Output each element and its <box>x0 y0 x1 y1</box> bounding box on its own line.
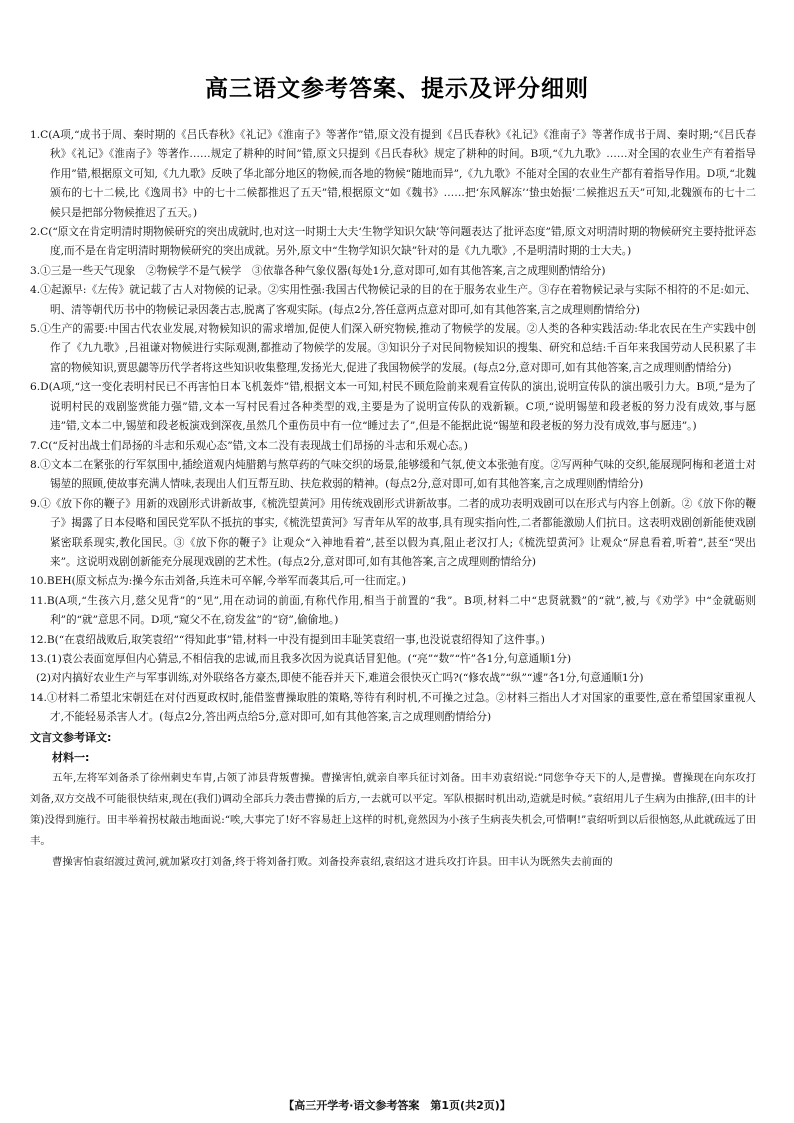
answer-item <box>30 631 756 650</box>
answer-item <box>30 669 756 688</box>
answer-item <box>30 650 756 669</box>
answer-number: 13. <box>30 652 47 665</box>
answer-number: 1. <box>30 129 41 141</box>
answer-item <box>30 456 756 495</box>
translation-paragraph: 五年,左将军刘备杀了徐州刺史车胄,占领了沛县背叛曹操。曹操害怕,就亲自率兵征讨刘备。田丰劝袁绍说:“同您争夺天下的人,是曹操。曹操现在向东攻打刘备,双方交战不可能很快结束,现在(我们)调动全部兵力袭击曹操的后方,一去就可以平定。军队根据时机出动,造就是时候。”袁绍用儿子生病为由推辞,(田丰的计策)没得到施行。田丰举着拐杖敲击地面说:“唉,大事完了!好不容易赶上这样的时机,竟然因为小孩子生病丧失机会,可惜啊!”袁绍听到以后很恼怒,从此就疏远了田丰。 <box>30 771 756 847</box>
answer-text: C(A项,“成书于周、秦时期的《吕氏春秋》《礼记》《淮南子》等著作”错,原文没有提到《吕氏春秋》《礼记》《淮南子》等著作成书于周、秦时期;“《吕氏春秋》《礼记》《淮南子》等著作……规定了耕种的时间”错,原文只提到《吕氏春秋》规定了耕种的时间。B项,“《九九歌》……对全国的农业生产有着指导作用”错,根据原文可知,《九九歌》反映了华北部分地区的物候,而各地的物候“随地而异”,《九九歌》不能对全国的农业生产都有着指导作用。D项,“北魏颁布的七十二候,比《逸周书》中的七十二候都推迟了五天”错,根据原文“如《魏书》……把‘东风解冻’‘蛰虫始振’二候推迟五天”可知,北魏颁布的七十二候只是把部分物候推迟了五天。) <box>40 129 756 219</box>
translation-body <box>30 768 756 873</box>
answer-item <box>30 592 756 631</box>
answer-text: C(“反衬出战士们昂扬的斗志和乐观心态”错,文本二没有表现战士们昂扬的斗志和乐观心态。) <box>40 439 468 452</box>
answer-number: 10. <box>30 575 47 588</box>
answer-text: B(“在袁绍战败后,取笑袁绍”“得知此事”错,材料一中没有提到田丰耻笑袁绍一事,也没说袁绍得知了这件事。) <box>46 633 545 646</box>
answer-number: 7. <box>30 439 41 452</box>
answer-text: C(“原文在肯定明清时期物候研究的突出成就时,也对这一时期士大夫‘生物学知识欠缺’等问题表达了批评态度”错,原文对明清时期的物候研究主要持批评态度,而不是在肯定明清时期物候研究的突出成就。另外,原文中“生物学知识欠缺”针对的是《九九歌》,不是明清时期的士大夫。) <box>40 226 756 258</box>
answer-text: ①三是一些天气现象 ②物候学不是气候学 ③依靠各种气象仪器(每处1分,意对即可,如有其他答案,言之成理则酌情给分) <box>40 264 606 277</box>
answer-text: ①起源早:《左传》就记载了古人对物候的记录。②实用性强:我国古代物候记录的目的在于服务农业生产。③存在着物候记录与实际不相符的不足:如元、明、清等朝代历书中的物候记录因袭古志,脱离了客观实际。(每点2分,答任意两点意对即可,如有其他答案,言之成理则酌情给分) <box>40 284 756 316</box>
answer-text: B(A项,“生孩六月,慈父见背”的“见”,用在动词的前面,有称代作用,相当于前置的“我”。B项,材料二中“忠贤就戮”的“就”,被,与《劝学》中“金就砺则利”的“就”意思不同。D项,“窥父不在,窃发盆”的“窃”,偷偷地。) <box>46 594 756 627</box>
answer-item <box>30 262 756 281</box>
answer-number: 4. <box>30 284 41 297</box>
translation-paragraph: 曹操害怕袁绍渡过黄河,就加紧攻打刘备,终于将刘备打败。刘备投奔袁绍,袁绍这才进兵攻打许县。田丰认为既然失去前面的 <box>52 855 613 868</box>
answer-number: 11. <box>30 594 47 607</box>
answer-number: 2. <box>30 226 41 239</box>
answer-item <box>30 223 756 262</box>
page-footer: 【高三开学考·语文参考答案 第1页(共2页)】 <box>283 1099 511 1112</box>
answer-text: BEH(原文标点为:操今东击刘备,兵连未可卒解,今举军而袭其后,可一往而定。) <box>46 575 407 588</box>
answer-item <box>30 281 756 320</box>
answer-text: ①生产的需要:中国古代农业发展,对物候知识的需求增加,促使人们深入研究物候,推动了物候学的发展。②人类的各种实践活动:华北农民在生产实践中创作了《九九歌》,吕祖谦对物候进行实际观测,都推动了物候学的发展。③知识分子对民间物候知识的搜集、研究和总结:千百年来我国劳动人民积累了丰富的物候知识,贾思勰等历代学者将这些知识收集整理,发扬光大,促进了我国物候学的发展。(每点2分,意对即可,如有其他答案,言之成理则酌情给分) <box>40 323 756 374</box>
answer-number: 5. <box>30 323 41 336</box>
answer-text: D(A项,“这一变化表明村民已不再害怕日本飞机轰炸”错,根据文本一可知,村民不顾危险前来观看宣传队的演出,说明宣传队的演出吸引力大。B项,“是为了说明村民的戏剧鉴赏能力强”错,文本一写村民看过各种类型的戏,主要是为了说明宣传队的戏新颖。C项,“说明锡堃和段老板的努力没有成效,事与愿违”错,文本二中,锡堃和段老板演戏到深夜,虽然几个重伤员中有一位“睡过去了”,但是不能据此说“锡堃和段老板的努力没有成效,事与愿违”。) <box>40 381 756 433</box>
answer-number: 6. <box>30 381 41 394</box>
answer-item <box>30 437 756 456</box>
translation-heading: 文言文参考译文: <box>30 730 112 744</box>
answer-item <box>30 689 756 728</box>
answer-item <box>30 320 756 378</box>
answer-item <box>30 378 756 436</box>
answer-text: ①《放下你的鞭子》用新的戏剧形式讲新故事,《梳洗望黄河》用传统戏剧形式讲新故事。二者的成功表明戏剧可以在形式与内容上创新。②《放下你的鞭子》揭露了日本侵略和国民党军队不抵抗的事实,《梳洗望黄河》写青年从军的故事,具有现实指向性,二者都能激励人们抗日。这表明戏剧创新能使戏剧紧密联系现实,教化国民。③《放下你的鞭子》让观众“入神地看着”,甚至以假为真,阻止老汉打人;《梳洗望黄河》让观众“屏息看着,听着”,甚至“哭出来”。这说明戏剧创新能充分展现戏剧的艺术性。(每点2分,意对即可,如有其他答案,言之成理则酌情给分) <box>40 497 756 568</box>
answer-text: (2)对内搞好农业生产与军事训练,对外联络各方豪杰,即使不能吞并天下,难道会很快灭亡吗?(“修农战”“纵”“遽”各1分,句意通顺1分) <box>36 672 644 685</box>
answer-item <box>30 495 756 573</box>
material-label: 材料一: <box>52 750 90 764</box>
answer-item <box>30 126 756 223</box>
answer-number: 12. <box>30 633 47 646</box>
answer-content <box>30 126 756 873</box>
page-title: 高三语文参考答案、提示及评分细则 <box>205 76 589 102</box>
answer-number: 9. <box>30 497 41 510</box>
answer-text: ①材料二希望北宋朝廷在对付西夏政权时,能借鉴曹操取胜的策略,等待有利时机,不可操之过急。②材料三指出人才对国家的重要性,意在希望国家重视人才,不能轻易杀害人才。(每点2分,答出两点给5分,意对即可,如有其他答案,言之成理则酌情给分) <box>46 691 756 724</box>
answer-list <box>30 126 756 728</box>
answer-number: 3. <box>30 264 41 277</box>
answer-number: 8. <box>30 458 41 471</box>
answer-text: ①文本二在紧张的行军氛围中,插绘道观内炖腊鹅与熬草药的气味交织的场景,能够缓和气氛,使文本张弛有度。②写两种气味的交织,能展现阿梅和老道士对锡堃的照顾,使故事充满人情味,表现出人们互帮互助、扶危救弱的精神。(每点2分,意对即可,如有其他答案,言之成理则酌情给分) <box>40 458 756 491</box>
answer-item <box>30 572 756 591</box>
answer-text: (1)袁公表面宽厚但内心猜忌,不相信我的忠诚,而且我多次因为说真话冒犯他。(“亮”“数”“忤”各1分,句意通顺1分) <box>46 652 572 665</box>
answer-number: 14. <box>30 691 47 704</box>
